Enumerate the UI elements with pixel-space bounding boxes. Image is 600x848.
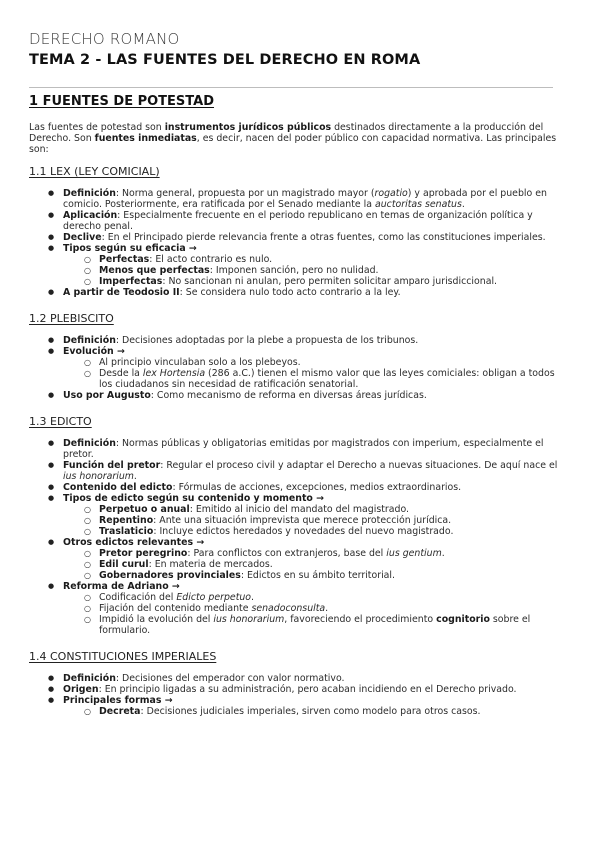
sub-list [63, 254, 559, 287]
item-label: Otros edictos relevantes → [63, 537, 205, 548]
sub-list-item [29, 254, 559, 265]
item-text: : Emitido al inicio del mandato del magistrado. [189, 504, 410, 515]
item-italic: rogatio [374, 188, 408, 199]
page-title: TEMA 2 - LAS FUENTES DEL DERECHO EN ROMA [29, 52, 421, 68]
list-item [29, 438, 559, 460]
item-text: : Decisiones judiciales imperiales, sirven como modelo para otros casos. [140, 706, 481, 717]
item-text: : El acto contrario es nulo. [149, 254, 273, 265]
list-item [29, 243, 559, 287]
subsection-heading-plebiscito: 1.2 PLEBISCITO [29, 312, 114, 325]
item-label: Edil curul [99, 559, 149, 570]
item-label: Tipos de edicto según su contenido y momento → [63, 493, 324, 504]
item-text: : Norma general, propuesta por un magistrado mayor ( [115, 188, 375, 199]
item-text: : Para conflictos con extranjeros, base del [187, 548, 387, 559]
item-text: , favoreciendo el procedimiento [284, 614, 437, 625]
item-label: Traslaticio [99, 526, 154, 537]
item-italic: lex Hortensia [142, 368, 206, 379]
sub-list-item [29, 515, 559, 526]
item-text: (286 a.C.) tienen el mismo valor que las leyes comiciales: obligan a todos los ciudadanos sin necesidad de ratificación senatorial. [99, 368, 555, 390]
item-label: Imperfectas [99, 276, 163, 287]
list-item [29, 188, 559, 210]
intro-text: Las fuentes de potestad son [29, 122, 165, 133]
item-label: Tipos según su eficacia → [63, 243, 197, 254]
item-text: sobre el formulario. [99, 614, 531, 636]
item-text: : Normas públicas y obligatorias emitidas por magistrados con imperium, especialmente el pretor. [63, 438, 544, 460]
intro-bold: instrumentos jurídicos públicos [164, 122, 332, 133]
item-label: Definición [63, 673, 116, 684]
item-text: : Ante una situación imprevista que merece protección jurídica. [153, 515, 452, 526]
sub-list-item [29, 559, 559, 570]
item-text: . [441, 548, 445, 559]
sub-list-item [29, 504, 559, 515]
item-italic: Edicto perpetuo [176, 592, 252, 603]
item-text: : No sancionan ni anulan, pero permiten solicitar amparo jurisdiccional. [162, 276, 498, 287]
sub-list [63, 592, 559, 636]
sub-list-item [29, 570, 559, 581]
item-italic: ius gentium [386, 548, 442, 559]
sub-list-item [29, 276, 559, 287]
item-text: Fijación del contenido mediante [99, 603, 252, 614]
sub-list [63, 548, 559, 581]
item-text: : Incluye edictos heredados y novedades del nuevo magistrado. [153, 526, 454, 537]
item-label: Definición [63, 438, 116, 449]
title-divider [29, 87, 553, 88]
constituciones-list [29, 673, 559, 717]
item-label: Evolución → [63, 346, 125, 357]
list-item [29, 493, 559, 537]
item-text: : Se considera nulo todo acto contrario a la ley. [179, 287, 401, 298]
item-italic: ius honorarium [63, 471, 134, 482]
sub-list-item [29, 614, 559, 636]
item-text: : En materia de mercados. [148, 559, 273, 570]
item-label: Decreta [99, 706, 141, 717]
item-italic: ius honorarium [213, 614, 285, 625]
item-text: : Regular el proceso civil y adaptar el Derecho a nuevas situaciones. De aquí nace el [160, 460, 558, 471]
item-label: Definición [63, 188, 116, 199]
item-label: Declive [63, 232, 102, 243]
item-italic: auctoritas senatus [374, 199, 462, 210]
list-item [29, 287, 559, 298]
item-label: Aplicación [63, 210, 118, 221]
subsection-heading-edicto: 1.3 EDICTO [29, 415, 92, 428]
item-text: . [133, 471, 137, 482]
list-item [29, 335, 559, 346]
intro-text: , es decir, nacen del poder público con capacidad normativa. Las principales son: [29, 133, 557, 155]
sub-list-item [29, 526, 559, 537]
item-italic: senadoconsulta [251, 603, 326, 614]
list-item [29, 210, 559, 232]
item-label: Perfectas [99, 254, 150, 265]
item-label: Origen [63, 684, 99, 695]
item-label: Principales formas → [63, 695, 173, 706]
item-text: : Especialmente frecuente en el periodo republicano en temas de organización política y derecho penal. [63, 210, 533, 232]
item-label: Menos que perfectas [99, 265, 210, 276]
list-item [29, 673, 559, 684]
item-text: : Fórmulas de acciones, excepciones, medios extraordinarios. [172, 482, 462, 493]
item-label: Perpetuo o anual [99, 504, 190, 515]
item-text: Al principio vinculaban solo a los plebeyos. [99, 357, 301, 368]
item-text: : En el Principado pierde relevancia frente a otras fuentes, como las constituciones imperiales. [101, 232, 546, 243]
item-text: . [251, 592, 255, 603]
item-text: : Edictos en su ámbito territorial. [240, 570, 396, 581]
item-label: Función del pretor [63, 460, 161, 471]
document-body [29, 94, 559, 731]
list-item [29, 346, 559, 390]
subsection-heading-constituciones: 1.4 CONSTITUCIONES IMPERIALES [29, 650, 217, 663]
list-item [29, 232, 559, 243]
item-text: . [461, 199, 465, 210]
item-text: Codificación del [99, 592, 177, 603]
item-label: Pretor peregrino [99, 548, 188, 559]
item-label: Contenido del edicto [63, 482, 173, 493]
sub-list-item [29, 706, 559, 717]
intro-text: destinados directamente a la producción del Derecho. Son [29, 122, 544, 144]
plebiscito-list [29, 335, 559, 401]
item-label: Repentino [99, 515, 154, 526]
item-label: Reforma de Adriano → [63, 581, 180, 592]
section-heading-fuentes-potestad: 1 FUENTES DE POTESTAD [29, 94, 215, 109]
sub-list [63, 504, 559, 537]
item-label: A partir de Teodosio II [63, 287, 180, 298]
item-text: Desde la [99, 368, 143, 379]
subject-label: DERECHO ROMANO [29, 30, 180, 48]
sub-list-item [29, 265, 559, 276]
list-item [29, 460, 559, 482]
item-label: Uso por Augusto [63, 390, 151, 401]
list-item [29, 684, 559, 695]
sub-list-item [29, 592, 559, 603]
sub-list-item [29, 368, 559, 390]
item-bold: cognitorio [436, 614, 490, 625]
list-item [29, 390, 559, 401]
item-text: : Imponen sanción, pero no nulidad. [209, 265, 379, 276]
list-item [29, 581, 559, 636]
list-item [29, 482, 559, 493]
lex-list [29, 188, 559, 298]
item-text: . [325, 603, 329, 614]
item-text: Impidió la evolución del [99, 614, 214, 625]
sub-list [63, 706, 559, 717]
sub-list-item [29, 357, 559, 368]
subsection-heading-lex: 1.1 LEX (LEY COMICIAL) [29, 165, 160, 178]
item-text: : Como mecanismo de reforma en diversas áreas jurídicas. [150, 390, 427, 401]
edicto-list [29, 438, 559, 636]
sub-list [63, 357, 559, 390]
intro-bold: fuentes inmediatas [94, 133, 197, 144]
item-text: : Decisiones adoptadas por la plebe a propuesta de los tribunos. [115, 335, 419, 346]
sub-list-item [29, 548, 559, 559]
list-item [29, 695, 559, 717]
item-text: : Decisiones del emperador con valor normativo. [115, 673, 345, 684]
sub-list-item [29, 603, 559, 614]
item-label: Definición [63, 335, 116, 346]
item-text: ) y aprobada por el pueblo en comicio. Posteriormente, era ratificada por el Senado mediante la [63, 188, 547, 210]
item-text: : En principio ligadas a su administración, pero acaban incidiendo en el Derecho privado. [98, 684, 517, 695]
item-label: Gobernadores provinciales [99, 570, 241, 581]
list-item [29, 537, 559, 581]
intro-paragraph [29, 122, 559, 155]
